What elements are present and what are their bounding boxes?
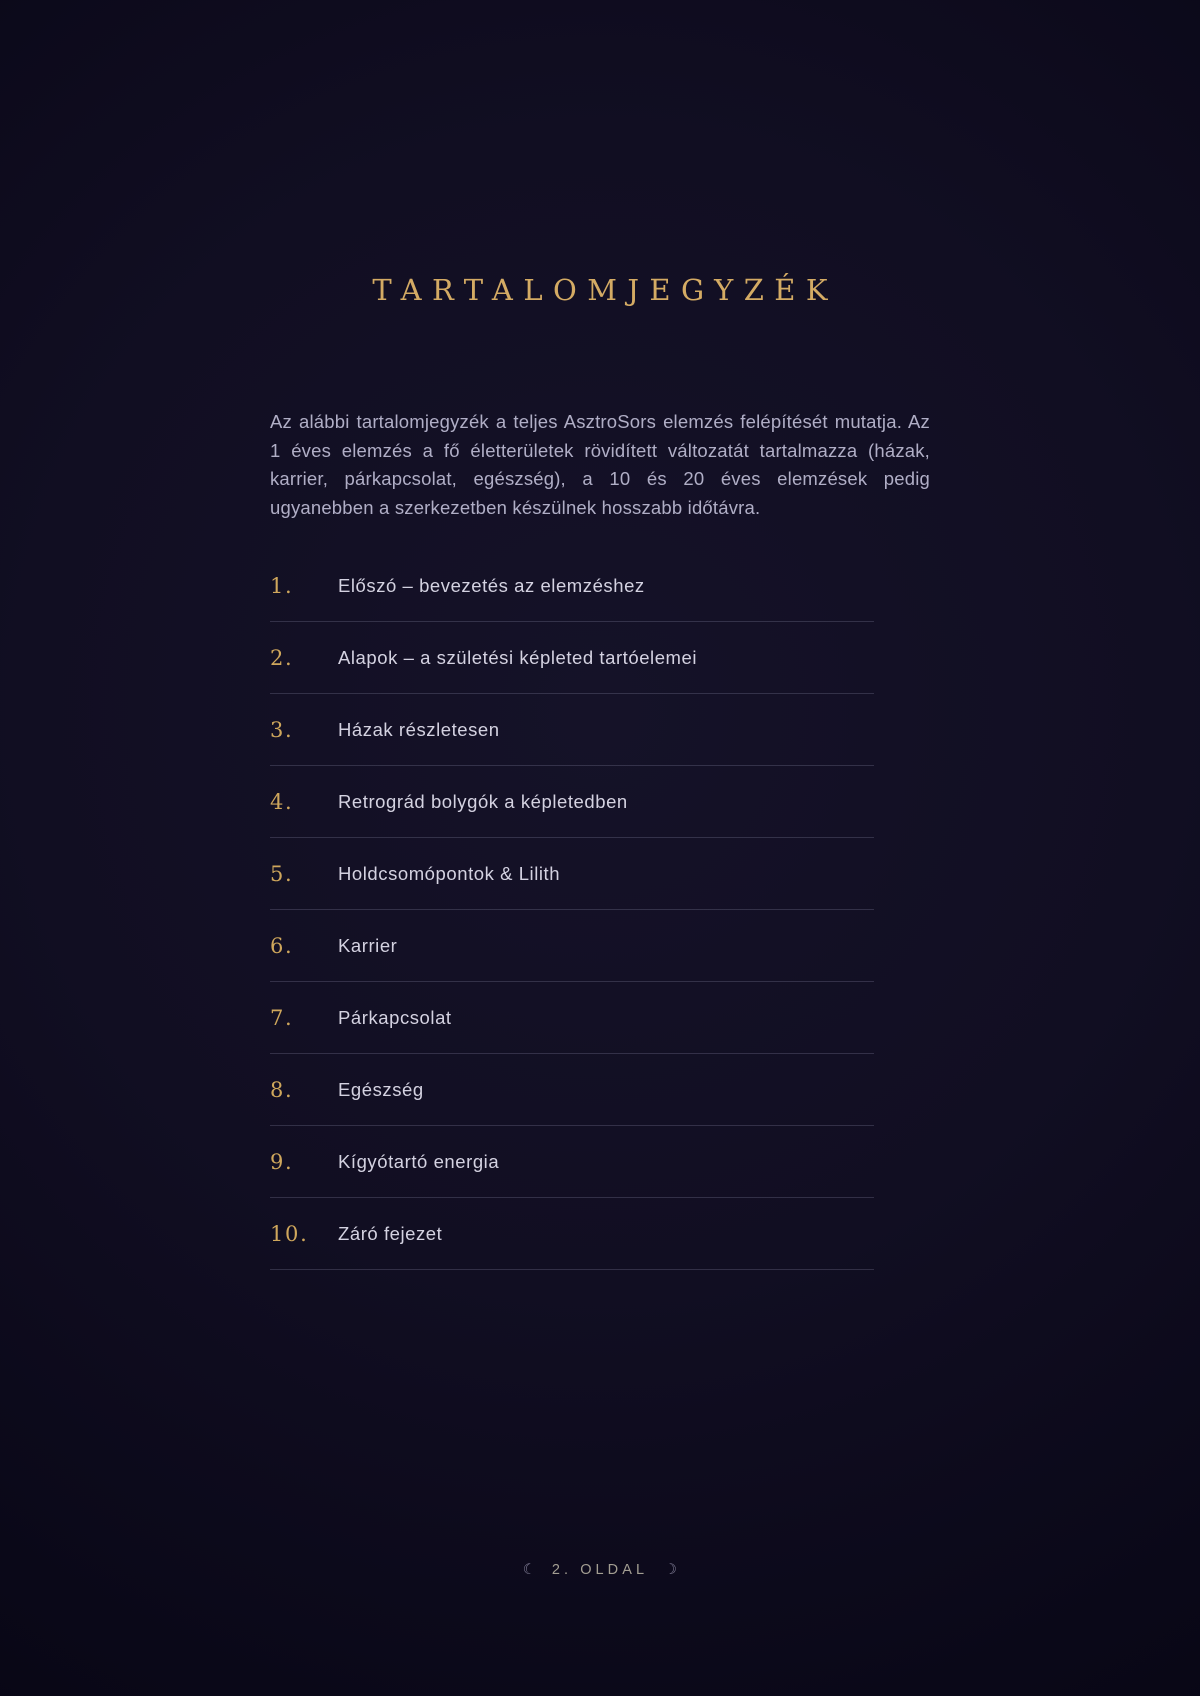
toc-row[interactable] xyxy=(270,1054,874,1126)
toc-row-label: Kígyótartó energia xyxy=(338,1150,500,1172)
toc-row[interactable] xyxy=(270,910,874,982)
crescent-right-icon: ☽ xyxy=(664,1562,678,1578)
toc-row[interactable] xyxy=(270,766,874,838)
toc-row-number: 3. xyxy=(270,717,294,742)
toc-row-label: Záró fejezet xyxy=(338,1222,443,1244)
toc-row[interactable] xyxy=(270,838,874,910)
toc-row-number: 9. xyxy=(270,1149,294,1174)
toc-row-label: Egészség xyxy=(338,1078,424,1100)
crescent-left-icon: ☾ xyxy=(522,1562,536,1578)
toc-row-number: 4. xyxy=(270,789,294,814)
toc-list xyxy=(270,550,874,1270)
toc-row[interactable] xyxy=(270,550,874,622)
toc-row-number: 8. xyxy=(270,1077,294,1102)
toc-row-label: Párkapcsolat xyxy=(338,1006,452,1028)
toc-row[interactable] xyxy=(270,622,874,694)
toc-row-label: Retrográd bolygók a képletedben xyxy=(338,790,628,812)
toc-row-label: Házak részletesen xyxy=(338,718,500,740)
document-page xyxy=(270,0,930,1270)
toc-row-number: 10. xyxy=(270,1221,309,1246)
toc-row-number: 5. xyxy=(270,861,294,886)
toc-row-label: Holdcsomópontok & Lilith xyxy=(338,862,561,884)
toc-row[interactable] xyxy=(270,694,874,766)
toc-row-number: 7. xyxy=(270,1005,294,1030)
page-number-label: 2. OLDAL xyxy=(551,1562,649,1578)
intro-paragraph: Az alábbi tartalomjegyzék a teljes AsztroSors elemzés felépítését mutatja. Az 1 éves elemzés a fő életterületek rövidített változatát tartalmazza (házak, karrier, párkapcsolat, egészség), a 10 és 20 éves elemzések pedig ugyanebben a szerkezetben készülnek hosszabb időtávra. xyxy=(270,411,930,518)
toc-row-number: 6. xyxy=(270,933,294,958)
toc-row[interactable] xyxy=(270,982,874,1054)
page-footer xyxy=(0,1562,1200,1578)
toc-row-label: Alapok – a születési képleted tartóelemei xyxy=(338,646,698,668)
toc-row-number: 2. xyxy=(270,645,294,670)
toc-row-number: 1. xyxy=(270,573,294,598)
toc-row[interactable] xyxy=(270,1126,874,1198)
toc-row[interactable] xyxy=(270,1198,874,1270)
toc-row-label: Előszó – bevezetés az elemzéshez xyxy=(338,574,645,596)
toc-row-label: Karrier xyxy=(338,934,398,956)
page-title: TARTALOMJEGYZÉK xyxy=(372,273,839,307)
